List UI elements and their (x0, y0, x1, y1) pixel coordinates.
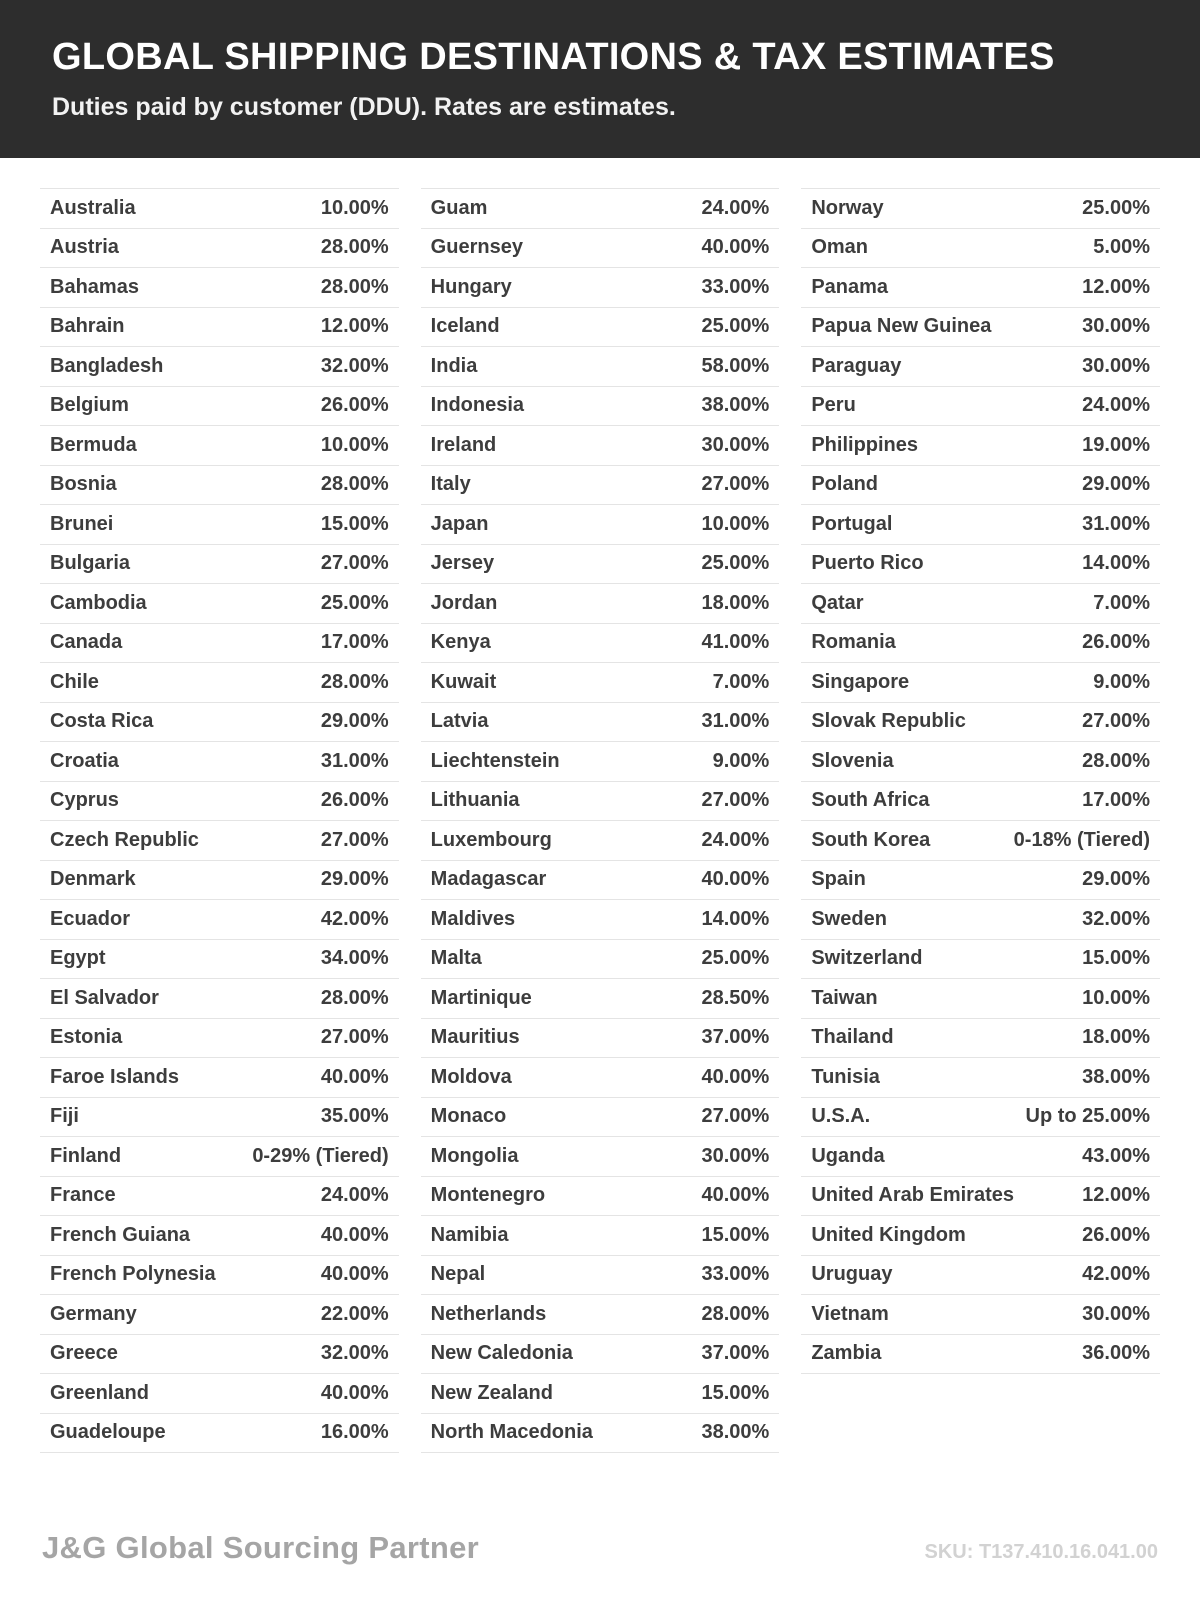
tax-rate: 31.00% (701, 710, 770, 733)
country-name: Iceland (430, 315, 500, 338)
country-name: Lithuania (430, 789, 520, 812)
table-row (421, 624, 780, 664)
table-row (421, 782, 780, 822)
country-name: South Korea (811, 828, 931, 851)
country-name: Italy (430, 473, 471, 496)
table-row (421, 1295, 780, 1335)
country-name: Uruguay (811, 1263, 893, 1286)
tax-rate: 10.00% (320, 433, 389, 456)
country-name: Paraguay (811, 354, 902, 377)
tax-rate: 0-18% (Tiered) (1013, 828, 1151, 851)
table-row (801, 940, 1160, 980)
tax-rate: 27.00% (1082, 710, 1151, 733)
table-row (421, 1414, 780, 1454)
table-row (801, 584, 1160, 624)
tax-rate: 26.00% (1082, 631, 1151, 654)
tax-rate: 35.00% (320, 1105, 389, 1128)
country-name: Sweden (811, 907, 887, 930)
table-row (801, 742, 1160, 782)
country-name: Fiji (50, 1105, 79, 1128)
tax-rate: 29.00% (320, 710, 389, 733)
tax-rate: 26.00% (320, 394, 389, 417)
country-name: Finland (50, 1144, 122, 1167)
table-row (40, 624, 399, 664)
tax-rate: 29.00% (1082, 868, 1151, 891)
table-row (40, 861, 399, 901)
tax-rate: Up to 25.00% (1025, 1105, 1151, 1128)
table-row (40, 584, 399, 624)
country-name: Croatia (50, 749, 119, 772)
table-row (421, 545, 780, 585)
table-row (40, 900, 399, 940)
tax-rate: 27.00% (701, 789, 770, 812)
table-row (40, 703, 399, 743)
tax-rate: 25.00% (701, 315, 770, 338)
tax-rate: 24.00% (1082, 394, 1151, 417)
tax-rate: 30.00% (701, 433, 770, 456)
tax-rate: 30.00% (1082, 1302, 1151, 1325)
country-name: United Arab Emirates (811, 1184, 1014, 1207)
tax-rate: 15.00% (320, 512, 389, 535)
tax-rate: 18.00% (1082, 1026, 1151, 1049)
table-row (40, 1335, 399, 1375)
tax-rate: 26.00% (1082, 1223, 1151, 1246)
tax-rate: 33.00% (701, 275, 770, 298)
country-name: Bulgaria (50, 552, 131, 575)
page-footer (0, 1530, 1200, 1600)
table-row (801, 505, 1160, 545)
country-name: Moldova (430, 1065, 512, 1088)
country-name: Hungary (430, 275, 512, 298)
tax-rate: 33.00% (701, 1263, 770, 1286)
tax-rate: 40.00% (320, 1065, 389, 1088)
country-name: Qatar (811, 591, 864, 614)
table-row (801, 1335, 1160, 1375)
table-row (40, 782, 399, 822)
tax-rate: 40.00% (701, 1184, 770, 1207)
tax-rate: 34.00% (320, 947, 389, 970)
table-row (421, 1335, 780, 1375)
country-name: Ecuador (50, 907, 131, 930)
tax-rate: 27.00% (701, 1105, 770, 1128)
country-name: French Guiana (50, 1223, 191, 1246)
table-row (801, 1295, 1160, 1335)
country-name: France (50, 1184, 116, 1207)
country-name: Brunei (50, 512, 114, 535)
tax-rate: 24.00% (701, 828, 770, 851)
country-name: Cyprus (50, 789, 119, 812)
table-row (421, 229, 780, 269)
tax-rate: 10.00% (1082, 986, 1151, 1009)
table-row (40, 189, 399, 229)
country-name: Spain (811, 868, 866, 891)
table-row (421, 821, 780, 861)
table-row (40, 1137, 399, 1177)
table-row (801, 426, 1160, 466)
tax-rate: 9.00% (712, 749, 770, 772)
table-row (421, 387, 780, 427)
tax-rate: 9.00% (1093, 670, 1151, 693)
table-row (801, 782, 1160, 822)
country-name: Thailand (811, 1026, 894, 1049)
table-row (421, 900, 780, 940)
country-name: Luxembourg (430, 828, 552, 851)
tax-rate: 28.00% (320, 986, 389, 1009)
tax-rate: 32.00% (320, 354, 389, 377)
country-name: Tunisia (811, 1065, 880, 1088)
table-row (40, 1414, 399, 1454)
country-name: Cambodia (50, 591, 147, 614)
table-row (421, 347, 780, 387)
tax-rate: 10.00% (701, 512, 770, 535)
tax-rate: 22.00% (320, 1302, 389, 1325)
table-row (801, 1019, 1160, 1059)
table-row (421, 861, 780, 901)
tax-rate: 25.00% (1082, 196, 1151, 219)
table-row (801, 900, 1160, 940)
table-row (801, 1177, 1160, 1217)
country-name: Guernsey (430, 236, 523, 259)
table-row (421, 189, 780, 229)
tax-rate: 0-29% (Tiered) (252, 1144, 389, 1167)
table-row (421, 1374, 780, 1414)
country-name: U.S.A. (811, 1105, 871, 1128)
page-header (0, 0, 1200, 158)
table-row (40, 505, 399, 545)
table-row (801, 1137, 1160, 1177)
table-row (40, 1295, 399, 1335)
tax-rate: 18.00% (701, 591, 770, 614)
country-name: Bangladesh (50, 354, 164, 377)
tax-rate: 40.00% (320, 1263, 389, 1286)
tax-rate: 28.00% (320, 473, 389, 496)
country-name: Madagascar (430, 868, 547, 891)
table-row (421, 426, 780, 466)
country-name: Chile (50, 670, 99, 693)
table-row (801, 466, 1160, 506)
tax-rate: 28.00% (320, 670, 389, 693)
tax-rate: 12.00% (1082, 1184, 1151, 1207)
table-row (40, 1216, 399, 1256)
country-name: Costa Rica (50, 710, 154, 733)
country-name: Monaco (430, 1105, 507, 1128)
tax-rate: 25.00% (320, 591, 389, 614)
table-row (40, 347, 399, 387)
country-name: Mongolia (430, 1144, 519, 1167)
tax-rate: 12.00% (320, 315, 389, 338)
country-name: Jordan (430, 591, 498, 614)
tax-rate: 28.00% (320, 275, 389, 298)
table-row (421, 1137, 780, 1177)
country-name: Guam (430, 196, 488, 219)
country-name: Slovenia (811, 749, 894, 772)
tax-rate: 12.00% (1082, 275, 1151, 298)
country-name: Mauritius (430, 1026, 520, 1049)
table-row (801, 268, 1160, 308)
table-row (40, 1256, 399, 1296)
country-name: Poland (811, 473, 879, 496)
tax-rate: 25.00% (701, 552, 770, 575)
tax-rate: 27.00% (320, 552, 389, 575)
table-row (801, 545, 1160, 585)
table-row (40, 1374, 399, 1414)
sku-label: SKU: T137.410.16.041.00 (924, 1541, 1158, 1563)
country-name: Denmark (50, 868, 136, 891)
table-row (421, 308, 780, 348)
table-row (421, 1256, 780, 1296)
tax-rate: 42.00% (1082, 1263, 1151, 1286)
tax-rate: 26.00% (320, 789, 389, 812)
tax-rate: 17.00% (1082, 789, 1151, 812)
tax-rate: 40.00% (320, 1381, 389, 1404)
table-row (801, 624, 1160, 664)
tax-rate: 15.00% (701, 1223, 770, 1246)
table-row (421, 1058, 780, 1098)
table-row (40, 1019, 399, 1059)
tax-rate: 40.00% (701, 868, 770, 891)
country-name: Taiwan (811, 986, 878, 1009)
tax-rate: 36.00% (1082, 1342, 1151, 1365)
tax-rate: 27.00% (701, 473, 770, 496)
tax-rate: 37.00% (701, 1342, 770, 1365)
country-name: Estonia (50, 1026, 123, 1049)
tax-rate: 10.00% (320, 196, 389, 219)
table-row (40, 1177, 399, 1217)
country-name: Kuwait (430, 670, 497, 693)
country-name: Namibia (430, 1223, 509, 1246)
country-name: Austria (50, 236, 119, 259)
country-name: United Kingdom (811, 1223, 966, 1246)
country-name: Bahrain (50, 315, 125, 338)
table-row (40, 1058, 399, 1098)
tax-rate: 32.00% (1082, 907, 1151, 930)
country-name: Norway (811, 196, 884, 219)
tax-rate: 24.00% (701, 196, 770, 219)
tax-rate: 32.00% (320, 1342, 389, 1365)
country-name: Martinique (430, 986, 532, 1009)
tax-rate: 15.00% (701, 1381, 770, 1404)
country-name: Canada (50, 631, 123, 654)
tax-rate: 7.00% (1093, 591, 1151, 614)
country-name: Faroe Islands (50, 1065, 179, 1088)
country-name: French Polynesia (50, 1263, 216, 1286)
tax-rate: 27.00% (320, 1026, 389, 1049)
tax-rate: 19.00% (1082, 433, 1151, 456)
country-name: Belgium (50, 394, 129, 417)
table-row (421, 1019, 780, 1059)
tax-rate: 41.00% (701, 631, 770, 654)
tax-rate: 27.00% (320, 828, 389, 851)
table-row (801, 861, 1160, 901)
table-row (40, 979, 399, 1019)
tax-rate: 30.00% (1082, 315, 1151, 338)
country-name: Zambia (811, 1342, 882, 1365)
table-row (421, 979, 780, 1019)
table-column-3 (801, 188, 1160, 1374)
table-row (421, 466, 780, 506)
brand-name: J&G Global Sourcing Partner (42, 1530, 480, 1565)
tax-rate: 58.00% (701, 354, 770, 377)
table-row (801, 347, 1160, 387)
tax-rate: 30.00% (701, 1144, 770, 1167)
country-name: Nepal (430, 1263, 486, 1286)
country-name: Egypt (50, 947, 106, 970)
table-column-1 (40, 188, 399, 1453)
country-name: Netherlands (430, 1302, 547, 1325)
table-row (40, 308, 399, 348)
country-name: Indonesia (430, 394, 525, 417)
table-row (40, 821, 399, 861)
table-row (40, 663, 399, 703)
table-row (421, 1098, 780, 1138)
country-name: India (430, 354, 478, 377)
table-row (801, 1216, 1160, 1256)
country-name: Switzerland (811, 947, 923, 970)
tax-rate: 25.00% (701, 947, 770, 970)
tax-rate: 14.00% (1082, 552, 1151, 575)
table-row (801, 663, 1160, 703)
tax-rate: 40.00% (701, 236, 770, 259)
country-name: Oman (811, 236, 869, 259)
tax-rate: 38.00% (701, 394, 770, 417)
table-row (40, 466, 399, 506)
tax-rate: 7.00% (712, 670, 770, 693)
country-name: Liechtenstein (430, 749, 560, 772)
table-row (40, 229, 399, 269)
tax-rate: 29.00% (320, 868, 389, 891)
table-row (421, 268, 780, 308)
country-name: Vietnam (811, 1302, 889, 1325)
country-name: Panama (811, 275, 889, 298)
country-name: Malta (430, 947, 482, 970)
table-row (421, 505, 780, 545)
tax-rate: 14.00% (701, 907, 770, 930)
tax-rate: 28.50% (701, 986, 770, 1009)
table-row (801, 308, 1160, 348)
tax-table (0, 188, 1200, 1453)
table-row (801, 1098, 1160, 1138)
country-name: Germany (50, 1302, 137, 1325)
table-row (421, 703, 780, 743)
table-row (40, 268, 399, 308)
table-row (40, 940, 399, 980)
country-name: Portugal (811, 512, 893, 535)
tax-rate: 28.00% (320, 236, 389, 259)
table-row (40, 387, 399, 427)
country-name: Bosnia (50, 473, 117, 496)
tax-rate: 37.00% (701, 1026, 770, 1049)
table-row (801, 229, 1160, 269)
country-name: Greenland (50, 1381, 149, 1404)
table-row (421, 940, 780, 980)
country-name: Australia (50, 196, 136, 219)
country-name: Uganda (811, 1144, 885, 1167)
tax-rate: 43.00% (1082, 1144, 1151, 1167)
table-row (421, 663, 780, 703)
tax-rate: 42.00% (320, 907, 389, 930)
country-name: New Caledonia (430, 1342, 573, 1365)
country-name: El Salvador (50, 986, 159, 1009)
country-name: Puerto Rico (811, 552, 924, 575)
country-name: New Zealand (430, 1381, 553, 1404)
country-name: Romania (811, 631, 896, 654)
table-row (40, 426, 399, 466)
country-name: Latvia (430, 710, 489, 733)
table-row (801, 703, 1160, 743)
table-row (421, 584, 780, 624)
tax-rate: 29.00% (1082, 473, 1151, 496)
table-row (801, 1058, 1160, 1098)
tax-rate: 31.00% (320, 749, 389, 772)
table-row (801, 1256, 1160, 1296)
tax-rate: 28.00% (701, 1302, 770, 1325)
table-row (40, 1098, 399, 1138)
tax-rate: 17.00% (320, 631, 389, 654)
tax-rate: 40.00% (320, 1223, 389, 1246)
country-name: Montenegro (430, 1184, 546, 1207)
country-name: Guadeloupe (50, 1421, 166, 1444)
country-name: Greece (50, 1342, 118, 1365)
country-name: Kenya (430, 631, 491, 654)
table-row (801, 979, 1160, 1019)
tax-rate: 38.00% (1082, 1065, 1151, 1088)
tax-rate: 28.00% (1082, 749, 1151, 772)
country-name: Philippines (811, 433, 919, 456)
tax-rate: 40.00% (701, 1065, 770, 1088)
country-name: Bermuda (50, 433, 137, 456)
country-name: Czech Republic (50, 828, 199, 851)
page-title: GLOBAL SHIPPING DESTINATIONS & TAX ESTIMATES (52, 36, 1055, 78)
country-name: Bahamas (50, 275, 139, 298)
country-name: Papua New Guinea (811, 315, 992, 338)
table-row (40, 545, 399, 585)
country-name: South Africa (811, 789, 930, 812)
country-name: North Macedonia (430, 1421, 593, 1444)
tax-rate: 38.00% (701, 1421, 770, 1444)
table-row (801, 189, 1160, 229)
table-row (801, 821, 1160, 861)
country-name: Singapore (811, 670, 910, 693)
tax-rate: 16.00% (320, 1421, 389, 1444)
tax-rate: 5.00% (1093, 236, 1151, 259)
page-subtitle: Duties paid by customer (DDU). Rates are estimates. (52, 93, 676, 121)
country-name: Slovak Republic (811, 710, 966, 733)
table-row (421, 1216, 780, 1256)
table-row (421, 742, 780, 782)
country-name: Japan (430, 512, 489, 535)
country-name: Peru (811, 394, 856, 417)
country-name: Jersey (430, 552, 495, 575)
table-row (421, 1177, 780, 1217)
tax-rate: 15.00% (1082, 947, 1151, 970)
country-name: Maldives (430, 907, 516, 930)
tax-rate: 31.00% (1082, 512, 1151, 535)
table-row (40, 742, 399, 782)
tax-rate: 24.00% (320, 1184, 389, 1207)
table-column-2 (421, 188, 780, 1453)
table-row (801, 387, 1160, 427)
tax-rate: 30.00% (1082, 354, 1151, 377)
country-name: Ireland (430, 433, 497, 456)
